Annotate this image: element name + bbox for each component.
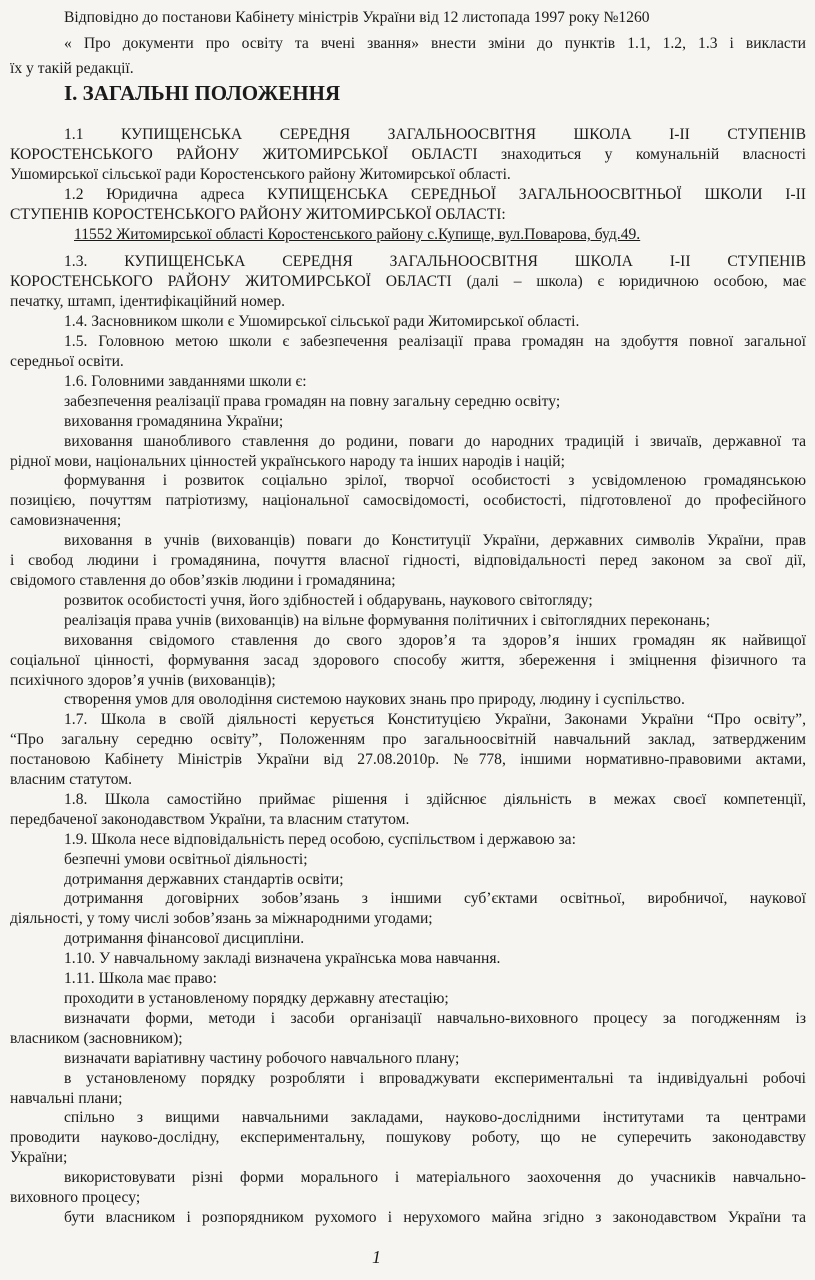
- document-text-line: формування і розвиток соціально зрілої, творчої особистості з усвідомленою громадянською: [64, 472, 806, 489]
- document-text-line: власником (засновником);: [10, 1030, 183, 1047]
- intro-line: Відповідно до постанови Кабінету міністрів України від 12 листопада 1997 року №1260: [64, 9, 650, 26]
- document-text-line: створення умов для оволодіння системою наукових знань про природу, людину і суспільство.: [64, 691, 685, 708]
- section-title: І. ЗАГАЛЬНІ ПОЛОЖЕННЯ: [64, 81, 341, 105]
- document-text-line: використовувати різні форми морального і матеріального заохочення до учасників навчально-: [64, 1169, 806, 1186]
- document-text-line: 11552 Житомирської області Коростенського району с.Купище, вул.Поварова, буд.49.: [74, 226, 641, 243]
- document-text-line: проходити в установленому порядку державну атестацію;: [64, 990, 449, 1007]
- document-text-line: спільно з вищими навчальними закладами, науково-дослідними інститутами та центрами: [64, 1109, 806, 1126]
- intro-line: їх у такій редакції.: [10, 60, 134, 77]
- document-text-line: 1.8. Школа самостійно приймає рішення і здійснює діяльність в межах своєї компетенції,: [64, 791, 806, 808]
- document-text-line: постановою Кабінету Міністрів України від 27.08.2010р. №778, іншими нормативно-правовими актами,: [10, 751, 806, 768]
- document-text-line: соціальної цінності, формування засад здорового способу життя, збереження і зміцнення фізичного та: [10, 652, 806, 669]
- document-text-line: проводити науково-дослідну, експериментальну, пошукову роботу, що не суперечить законодавству: [10, 1129, 806, 1146]
- document-text-line: розвиток особистості учня, його здібностей і обдарувань, наукового світогляду;: [64, 592, 593, 609]
- document-text-line: дотримання фінансової дисципліни.: [64, 930, 305, 947]
- document-text-line: 1.2 Юридична адреса КУПИЩЕНСЬКА СЕРЕДНЬОЇ ЗАГАЛЬНООСВІТНЬОЇ ШКОЛИ І-ІІ: [64, 186, 806, 203]
- document-text-line: СТУПЕНІВ КОРОСТЕНСЬКОГО РАЙОНУ ЖИТОМИРСЬКОЇ ОБЛАСТІ:: [10, 206, 506, 223]
- document-text-line: виховання шанобливого ставлення до родини, поваги до народних традицій і звичаїв, державної та: [64, 433, 806, 450]
- document-text-line: свідомого ставлення до обов’язків людини і громадянина;: [10, 572, 396, 589]
- document-text-line: діяльності, у тому числі зобов’язань за міжнародними угодами;: [10, 910, 433, 927]
- document-text-line: навчальні плани;: [10, 1090, 123, 1107]
- document-text-line: реалізація права учнів (вихованців) на вільне формування політичних і світоглядних переконань;: [64, 612, 711, 629]
- document-text-line: передбаченої законодавством України, та власним статутом.: [10, 811, 410, 828]
- document-text-line: 1.6. Головними завданнями школи є:: [64, 373, 307, 390]
- page-number: 1: [372, 1247, 381, 1267]
- document-text-line: 1.5. Головною метою школи є забезпечення реалізації права громадян на здобуття повної загальної: [64, 333, 806, 350]
- document-text-line: “Про загальну середню освіту”, Положенням про загальноосвітній навчальний заклад, затвердженим: [10, 731, 806, 748]
- document-text-line: виховання свідомого ставлення до свого здоров’я та здоров’я інших громадян як найвищої: [64, 632, 806, 649]
- document-text-line: 1.1 КУПИЩЕНСЬКА СЕРЕДНЯ ЗАГАЛЬНООСВІТНЯ ШКОЛА І-ІІ СТУПЕНІВ: [64, 126, 806, 143]
- document-text-line: власним статутом.: [10, 771, 132, 788]
- document-text-line: 1.4. Засновником школи є Ушомирської сільської ради Житомирської області.: [64, 313, 580, 330]
- document-text-line: рідної мови, національних цінностей українського народу та інших народів і націй;: [10, 453, 565, 470]
- document-text-line: виховання в учнів (вихованців) поваги до Конституції України, державних символів України, прав: [64, 532, 806, 549]
- document-text-line: самовизначення;: [10, 512, 122, 529]
- document-text-line: забезпечення реалізації права громадян на повну загальну середню освіту;: [64, 393, 561, 410]
- document-text-line: дотримання державних стандартів освіти;: [64, 871, 344, 888]
- document-text-line: визначати варіативну частину робочого навчального плану;: [64, 1050, 460, 1067]
- intro-line: « Про документи про освіту та вчені звання» внести зміни до пунктів 1.1, 1.2, 1.3 і викласти: [64, 35, 806, 52]
- document-text-line: виховання громадянина України;: [64, 413, 284, 430]
- document-text-line: середньої освіти.: [10, 353, 124, 370]
- document-text-line: в установленому порядку розробляти і впроваджувати експериментальні та індивідуальні робочі: [64, 1070, 806, 1087]
- document-text-line: визначати форми, методи і засоби організації навчально-виховного процесу за погодженням із: [64, 1010, 806, 1027]
- document-text-line: дотримання договірних зобов’язань з іншими суб’єктами освітньої, виробничої, наукової: [64, 890, 806, 907]
- document-text-line: бути власником і розпорядником рухомого і нерухомого майна згідно з законодавством України та: [64, 1209, 806, 1226]
- document-text-line: 1.7. Школа в своїй діяльності керується Конституцією України, Законами України “Про освіту”,: [64, 711, 806, 728]
- document-text-line: 1.9. Школа несе відповідальність перед особою, суспільством і державою за:: [64, 831, 576, 848]
- document-text-line: печатку, штамп, ідентифікаційний номер.: [10, 293, 286, 310]
- document-text-line: 1.10. У навчальному закладі визначена українська мова навчання.: [64, 950, 501, 967]
- document-text-line: Ушомирської сільської ради Коростенського району Житомирської області.: [10, 166, 511, 183]
- document-text-line: психічного здоров’я учнів (вихованців);: [10, 672, 276, 689]
- document-text-line: КОРОСТЕНСЬКОГО РАЙОНУ ЖИТОМИРСЬКОЇ ОБЛАСТІ (далі – школа) є юридичною особою, має: [10, 273, 806, 290]
- document-text-line: виховного процесу;: [10, 1189, 141, 1206]
- document-text-line: 1.11. Школа має право:: [64, 970, 217, 987]
- document-text-line: 1.3. КУПИЩЕНСЬКА СЕРЕДНЯ ЗАГАЛЬНООСВІТНЯ ШКОЛА І-ІІ СТУПЕНІВ: [64, 253, 806, 270]
- document-text-line: України;: [10, 1149, 68, 1166]
- document-text-line: позицією, почуттям патріотизму, національної самосвідомості, особистості, підготовленої до професійного: [10, 492, 806, 509]
- document-text-line: КОРОСТЕНСЬКОГО РАЙОНУ ЖИТОМИРСЬКОЇ ОБЛАСТІ знаходиться у комунальній власності: [10, 146, 806, 163]
- document-text-line: і свобод людини і громадянина, почуття власної гідності, відповідальності перед законом за свої дії,: [10, 552, 806, 569]
- document-text-line: безпечні умови освітньої діяльності;: [64, 851, 308, 868]
